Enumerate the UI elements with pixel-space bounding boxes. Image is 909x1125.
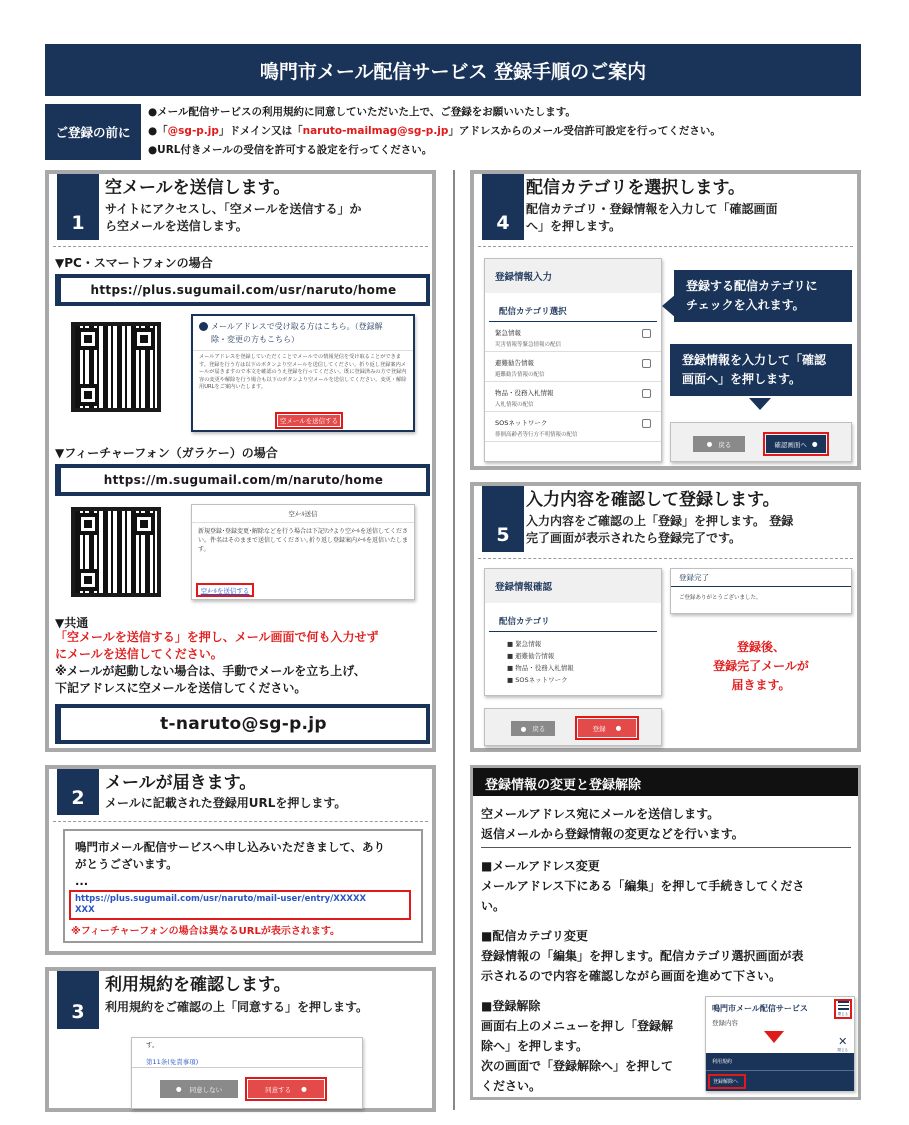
intro-line-2-e: 」アドレスからのメール受信許可設定を行ってください。 bbox=[448, 125, 721, 137]
confirm-category-item: ■ 物品・役務入札情報 bbox=[507, 664, 574, 672]
chevron-right-icon: ● bbox=[301, 1085, 307, 1093]
category-list bbox=[485, 322, 661, 442]
menu-screenshot bbox=[705, 996, 855, 1091]
confirm-category-item: ■ 避難勧告情報 bbox=[507, 652, 555, 660]
section-heading: ■メールアドレス変更 bbox=[481, 859, 600, 873]
change-intro bbox=[481, 804, 851, 848]
page-title: 鳴門市メール配信サービス 登録手順のご案内 bbox=[45, 44, 861, 96]
section-text: 画面右上のメニューを押し「登録解 bbox=[481, 1019, 674, 1033]
menu-panel bbox=[706, 1053, 854, 1091]
address-text: naruto-mailmag@sg-p.jp bbox=[302, 125, 449, 137]
divider bbox=[478, 558, 853, 559]
qr-finder bbox=[77, 513, 99, 535]
pc-label: ▼PC・スマートフォンの場合 bbox=[55, 256, 213, 270]
step-title: 配信カテゴリを選択します。 bbox=[526, 178, 745, 198]
step-subtitle: 利用規約をご確認の上「同意する」を押します。 bbox=[105, 1000, 369, 1014]
change-panel bbox=[470, 765, 861, 1100]
qr-code-pc bbox=[71, 322, 161, 412]
step-number: 2 bbox=[57, 769, 99, 815]
change-intro-1: 空メールアドレス宛にメールを送信します。 bbox=[481, 807, 720, 821]
fp-shot-title: 空ﾒｰﾙ送信 bbox=[192, 505, 414, 523]
category-desc: 入札情報の配信 bbox=[495, 402, 534, 408]
step-title: 空メールを送信します。 bbox=[105, 178, 291, 198]
back-button[interactable] bbox=[693, 436, 745, 452]
section-text: 登録情報の「編集」を押します。配信カテゴリ選択画面が表 bbox=[481, 949, 804, 963]
empty-mail-address[interactable]: t-naruto@sg-p.jp bbox=[55, 704, 430, 744]
qr-finder bbox=[77, 569, 99, 591]
pc-screenshot bbox=[191, 314, 415, 432]
confirm-screenshot bbox=[484, 568, 662, 696]
intro-line-1: ●メール配信サービスの利用規約に同意していただいた上で、ご登録をお願いいたします。 bbox=[148, 106, 576, 118]
section-text: 示されるので内容を確認しながら画面を進めて下さい。 bbox=[481, 969, 782, 983]
qr-finder bbox=[133, 513, 155, 535]
section-heading: ■登録解除 bbox=[481, 999, 541, 1013]
mail-icon bbox=[199, 322, 208, 331]
fp-note: ※フィーチャーフォンの場合は異なるURLが表示されます。 bbox=[71, 926, 341, 937]
shot-title: 登録情報確認 bbox=[485, 569, 661, 603]
close-label: 閉じる bbox=[837, 1048, 848, 1052]
buttons-screenshot bbox=[484, 708, 662, 746]
highlight-box bbox=[575, 716, 639, 740]
callout-category-2: チェックを入れます。 bbox=[686, 298, 805, 312]
step-subtitle bbox=[526, 201, 856, 235]
section-text: メールアドレス下にある「編集」を押して手続きしてくださ bbox=[481, 879, 805, 893]
fp-screenshot bbox=[191, 504, 415, 600]
common-note-2: 下記アドレスに空メールを送信してください。 bbox=[55, 681, 307, 695]
qr-finder bbox=[77, 384, 99, 406]
step1-panel bbox=[45, 170, 436, 752]
menu-icon bbox=[838, 1005, 849, 1007]
category-desc: 災害情報等緊急情報の配信 bbox=[495, 342, 562, 348]
step-number: 5 bbox=[482, 486, 524, 552]
register-label: 登録 bbox=[592, 724, 606, 733]
mail-text-1: 鳴門市メール配信サービスへ申し込みいただきまして、あり bbox=[75, 840, 386, 854]
mail-text-2: がとうございます。 bbox=[75, 857, 178, 871]
highlight-box bbox=[763, 432, 829, 456]
fp-url[interactable]: https://m.sugumail.com/m/naruto/home bbox=[55, 464, 430, 496]
step-title: 利用規約を確認します。 bbox=[105, 975, 291, 995]
send-empty-mail-button[interactable]: 空メールを送信する bbox=[279, 417, 339, 425]
step-subtitle-1: サイトにアクセスし、「空メールを送信する」か bbox=[105, 202, 362, 216]
registration-url-1: https://plus.sugumail.com/usr/naruto/mail-user/entry/XXXXX bbox=[75, 894, 367, 904]
section-text: ください。 bbox=[481, 1079, 542, 1093]
step2-panel bbox=[45, 765, 436, 955]
done-text: ご登録ありがとうございました。 bbox=[679, 595, 762, 601]
category-row[interactable] bbox=[485, 352, 661, 382]
step4-panel bbox=[470, 170, 861, 470]
shot-section: 配信カテゴリ選択 bbox=[489, 293, 657, 322]
terms-article: 第11条(免責事項) bbox=[146, 1058, 199, 1066]
common-text bbox=[55, 629, 435, 697]
category-desc: 避難勧告情報の配信 bbox=[495, 372, 545, 378]
step5-panel bbox=[470, 482, 861, 752]
divider bbox=[478, 246, 853, 247]
shot-section: 配信カテゴリ bbox=[489, 603, 657, 632]
step-title: メールが届きます。 bbox=[105, 773, 257, 793]
arrow-down-icon bbox=[764, 1031, 784, 1043]
step-subtitle-2: へ」を押します。 bbox=[526, 219, 622, 233]
section-text: 除へ」を押します。 bbox=[481, 1039, 589, 1053]
category-row[interactable] bbox=[485, 412, 661, 442]
agree-button[interactable] bbox=[248, 1080, 324, 1098]
highlight-box bbox=[245, 1077, 327, 1101]
menu-button[interactable] bbox=[834, 999, 852, 1019]
pc-shot-header bbox=[193, 316, 413, 351]
divider bbox=[53, 821, 428, 822]
terms-text-1: す。 bbox=[146, 1041, 159, 1049]
chevron-left-icon: ● bbox=[175, 1085, 182, 1093]
callout-confirm-2: 画面へ」を押します。 bbox=[682, 372, 802, 386]
callout-category bbox=[674, 270, 852, 322]
shot-title: 登録情報入力 bbox=[485, 259, 661, 293]
step-subtitle: メールに記載された登録用URLを押します。 bbox=[105, 796, 347, 810]
highlight-box bbox=[275, 412, 343, 429]
category-name: 緊急情報 bbox=[495, 329, 521, 337]
change-intro-2: 返信メールから登録情報の変更などを行います。 bbox=[481, 827, 744, 841]
category-checkbox[interactable] bbox=[642, 419, 651, 428]
close-icon[interactable]: ✕ 閉じる bbox=[838, 1037, 849, 1055]
pc-url[interactable]: https://plus.sugumail.com/usr/naruto/home bbox=[55, 274, 430, 306]
done-screenshot bbox=[670, 568, 852, 614]
step-subtitle-1: 入力内容をご確認の上「登録」を押します。 登録 bbox=[526, 514, 794, 528]
confirm-category-list bbox=[485, 632, 661, 692]
domain-text: @sg-p.jp bbox=[167, 125, 219, 137]
disagree-button[interactable] bbox=[160, 1080, 238, 1098]
category-checkbox[interactable] bbox=[642, 329, 651, 338]
buttons-screenshot bbox=[670, 422, 852, 462]
intro-line-2-c: 」ドメイン又は「 bbox=[218, 125, 303, 137]
callout-confirm bbox=[670, 344, 852, 396]
section-text: 次の画面で「登録解除へ」を押して bbox=[481, 1059, 674, 1073]
step-number: 4 bbox=[482, 174, 524, 240]
callout-confirm-1: 登録情報を入力して「確認 bbox=[682, 353, 827, 367]
spacer bbox=[481, 986, 853, 996]
step-title: 入力内容を確認して登録します。 bbox=[526, 490, 780, 510]
divider bbox=[53, 246, 428, 247]
qr-finder bbox=[77, 328, 99, 350]
category-row[interactable] bbox=[485, 322, 661, 352]
confirm-label: 確認画面へ bbox=[774, 440, 807, 449]
pc-shot-head-2: 除・変更の方もこちら） bbox=[211, 335, 299, 344]
intro-line-3: ●URL付きメールの受信を許可する設定を行ってください。 bbox=[148, 144, 433, 156]
terms-screenshot bbox=[131, 1037, 363, 1109]
input-screenshot bbox=[484, 258, 662, 462]
category-name: 避難勧告情報 bbox=[495, 359, 534, 367]
after-note-1: 登録後、 bbox=[736, 640, 785, 654]
fp-send-link[interactable]: 空ﾒｰﾙを送信する bbox=[196, 583, 254, 597]
mail-ellipsis: ... bbox=[75, 874, 89, 888]
common-label: ▼共通 bbox=[55, 616, 89, 630]
registration-url[interactable] bbox=[69, 890, 411, 920]
step-subtitle-2: 完了画面が表示されたら登録完了です。 bbox=[526, 531, 742, 545]
confirm-button[interactable] bbox=[766, 435, 826, 453]
menu-row-terms[interactable]: 利用規約 bbox=[706, 1053, 854, 1071]
step-subtitle bbox=[105, 201, 430, 235]
common-red-2: にメールを送信してください。 bbox=[55, 647, 223, 661]
menu-label: 閉じる bbox=[837, 1011, 849, 1016]
step3-panel bbox=[45, 967, 436, 1112]
intro-lines bbox=[148, 103, 868, 160]
after-note bbox=[670, 638, 852, 695]
callout-category-1: 登録する配信カテゴリに bbox=[686, 279, 818, 293]
pc-shot-body: メールアドレスを登録していただくことでメールでの情報発信を受け取ることができます。登録を行う方は以下のボタンより空メールを送信してください。折り返し登録案内メールが届きますので本文を確認のうえ登録を行ってください。既に登録済みの方で登録内容の変更や解除を行う場合も以下のボタンより空メールを送信してください。変更・解除用URLをご案内いたします。 bbox=[199, 354, 407, 390]
menu-icon bbox=[838, 1008, 849, 1010]
shot-sub: 登録内容 bbox=[712, 1019, 738, 1027]
change-header: 登録情報の変更と登録解除 bbox=[473, 768, 858, 796]
menu-row-unsubscribe[interactable]: 登録解除へ bbox=[708, 1074, 746, 1089]
category-name: SOSネットワーク bbox=[495, 419, 548, 427]
category-desc: 徘徊高齢者等行方不明情報の配信 bbox=[495, 432, 578, 438]
fp-label: ▼フィーチャーフォン（ガラケー）の場合 bbox=[55, 446, 278, 460]
chevron-left-icon: ● bbox=[706, 440, 713, 448]
agree-label: 同意する bbox=[265, 1085, 292, 1094]
mail-preview bbox=[63, 829, 423, 943]
register-button[interactable] bbox=[578, 719, 636, 737]
menu-icon bbox=[838, 1001, 849, 1003]
qr-code-fp bbox=[71, 507, 161, 597]
shot-title: 鳴門市メール配信サービス bbox=[712, 1004, 808, 1013]
after-note-2: 登録完了メールが bbox=[713, 659, 809, 673]
step-number: 3 bbox=[57, 971, 99, 1029]
disagree-label: 同意しない bbox=[189, 1085, 223, 1094]
confirm-category-item: ■ SOSネットワーク bbox=[507, 676, 568, 684]
step-number: 1 bbox=[57, 174, 99, 240]
intro-line-2-a: ●「 bbox=[148, 125, 168, 137]
category-checkbox[interactable] bbox=[642, 359, 651, 368]
chevron-left-icon: ● bbox=[520, 724, 527, 733]
step-subtitle bbox=[526, 513, 861, 547]
spacer bbox=[481, 916, 853, 926]
pc-shot-head-1: メールアドレスで受け取る方はこちら。（登録解 bbox=[211, 322, 383, 331]
common-red-1: 「空メールを送信する」を押し、メール画面で何も入力せず bbox=[55, 630, 379, 644]
after-note-3: 届きます。 bbox=[731, 678, 791, 692]
category-checkbox[interactable] bbox=[642, 389, 651, 398]
back-label: 戻る bbox=[718, 440, 732, 449]
fp-shot-body: 新規登録･登録変更･解除などを行う場合は下記ﾘﾝｸより空ﾒｰﾙを送信してください。件名はそのままで送信してください｡折り返し登録案内ﾒｰﾙを返信いたします。 bbox=[198, 528, 409, 553]
done-title: 登録完了 bbox=[671, 569, 851, 587]
step-subtitle-2: ら空メールを送信します。 bbox=[105, 219, 248, 233]
section-heading: ■配信カテゴリ変更 bbox=[481, 929, 588, 943]
qr-finder bbox=[133, 328, 155, 350]
step-subtitle-1: 配信カテゴリ・登録情報を入力して「確認画面 bbox=[526, 202, 778, 216]
chevron-right-icon: ● bbox=[615, 724, 622, 732]
column-divider bbox=[453, 170, 455, 1110]
category-name: 物品・役務入札情報 bbox=[495, 389, 554, 397]
category-row[interactable] bbox=[485, 382, 661, 412]
back-button[interactable] bbox=[511, 721, 555, 736]
confirm-category-item: ■ 緊急情報 bbox=[507, 640, 542, 648]
common-note-1: ※メールが起動しない場合は、手動でメールを立ち上げ、 bbox=[55, 664, 366, 678]
section-text: い。 bbox=[481, 899, 506, 913]
chevron-right-icon: ● bbox=[811, 440, 818, 448]
intro-label: ご登録の前に bbox=[45, 104, 141, 160]
intro-line-2 bbox=[148, 122, 868, 141]
bubble-pointer bbox=[749, 398, 771, 410]
terms-text bbox=[132, 1038, 362, 1068]
registration-url-2: XXX bbox=[75, 905, 95, 915]
back-label: 戻る bbox=[532, 725, 546, 733]
